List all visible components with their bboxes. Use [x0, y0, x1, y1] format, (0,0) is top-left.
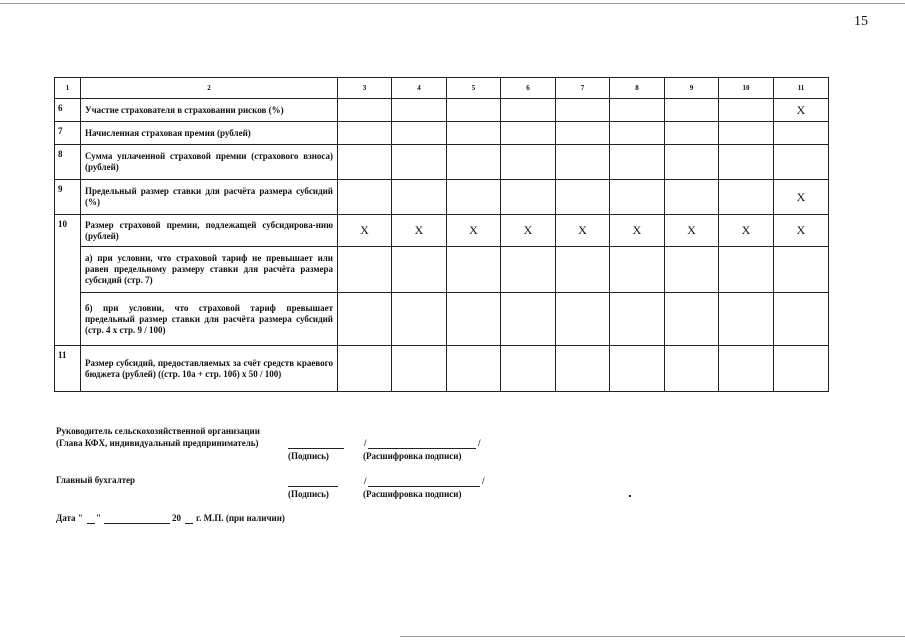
table-row	[55, 122, 829, 145]
scan-speck	[629, 495, 631, 497]
head-title-line1: Руководитель сельскохозяйственной организации	[56, 426, 260, 436]
row-number: 11	[55, 346, 81, 392]
table-cell	[338, 145, 392, 180]
head-slash-close: /	[478, 438, 481, 448]
row-label: б) при условии, что страховой тариф превышает предельный размер ставки для расчёта размера субсидий (стр. 4 х стр. 9 / 100)	[81, 293, 338, 346]
table-cell	[447, 293, 501, 346]
table-cell	[774, 346, 829, 392]
row-label: Предельный размер ставки для расчёта размера субсидий (%)	[81, 180, 338, 215]
table-cell	[719, 180, 774, 215]
table-cell	[501, 293, 556, 346]
table-cell	[610, 247, 665, 293]
date-suffix: г. М.П. (при наличии)	[196, 513, 285, 523]
table-cell	[501, 180, 556, 215]
table-cell	[665, 247, 719, 293]
table-cell	[774, 145, 829, 180]
table-cell: X	[774, 180, 829, 215]
table-cell	[501, 122, 556, 145]
head-caption-signature: (Подпись)	[288, 451, 329, 461]
table-cell	[719, 99, 774, 122]
table-cell: X	[338, 215, 392, 247]
table-row	[55, 99, 829, 122]
row-number: 9	[55, 180, 81, 215]
accountant-caption-signature: (Подпись)	[288, 489, 329, 499]
date-day-line	[87, 523, 95, 524]
table-cell	[501, 145, 556, 180]
table-cell	[392, 247, 447, 293]
table-cell: X	[610, 215, 665, 247]
table-cell	[556, 293, 610, 346]
table-cell	[447, 122, 501, 145]
table-row	[55, 293, 829, 346]
column-number: 3	[338, 78, 392, 99]
row-label: Размер субсидий, предоставляемых за счёт средств краевого бюджета (рублей) ((стр. 10а + стр. 10б) х 50 / 100)	[81, 346, 338, 392]
date-year-prefix: 20	[172, 513, 181, 523]
accountant-slash-close: /	[482, 476, 485, 486]
table-cell	[610, 293, 665, 346]
table-cell	[665, 99, 719, 122]
table-row	[55, 247, 829, 293]
table-cell	[774, 122, 829, 145]
table-cell	[447, 247, 501, 293]
table-cell	[610, 180, 665, 215]
table-cell: X	[556, 215, 610, 247]
column-number: 5	[447, 78, 501, 99]
table-header-row	[55, 78, 829, 99]
table-cell	[774, 247, 829, 293]
table-cell	[665, 145, 719, 180]
table-cell	[610, 122, 665, 145]
table-cell	[665, 180, 719, 215]
accountant-slash-open: /	[364, 476, 367, 486]
table-cell	[501, 99, 556, 122]
table-cell	[501, 346, 556, 392]
accountant-signature-line	[288, 486, 338, 487]
table-cell: X	[392, 215, 447, 247]
table-cell	[338, 99, 392, 122]
page-number: 15	[854, 14, 868, 29]
row-number: 8	[55, 145, 81, 180]
table-cell	[447, 99, 501, 122]
table-cell	[447, 180, 501, 215]
column-number: 1	[55, 78, 81, 99]
date-label: Дата "	[56, 513, 83, 523]
table-cell	[719, 247, 774, 293]
table-cell	[665, 346, 719, 392]
table-cell	[338, 180, 392, 215]
table-cell	[610, 145, 665, 180]
table-cell	[338, 293, 392, 346]
table-body	[55, 99, 829, 392]
table-cell	[392, 122, 447, 145]
table-cell	[392, 145, 447, 180]
table-cell	[719, 293, 774, 346]
column-number: 11	[774, 78, 829, 99]
row-label: Начисленная страховая премия (рублей)	[81, 122, 338, 145]
row-label: а) при условии, что страховой тариф не превышает или равен предельному размеру ставки для расчёта размера субсидий (стр. 7)	[81, 247, 338, 293]
table-cell	[501, 247, 556, 293]
date-quote-close: "	[96, 513, 101, 523]
date-month-line	[104, 523, 170, 524]
scan-edge-bottom	[400, 636, 905, 637]
table-cell	[556, 180, 610, 215]
table-cell	[556, 346, 610, 392]
table-cell	[774, 293, 829, 346]
column-number: 6	[501, 78, 556, 99]
table-cell: X	[719, 215, 774, 247]
subsidy-calculation-table	[54, 77, 829, 392]
head-transcript-line	[368, 448, 476, 449]
table-cell	[719, 145, 774, 180]
table-cell	[556, 247, 610, 293]
table-row	[55, 180, 829, 215]
table-cell	[447, 145, 501, 180]
table-cell	[556, 145, 610, 180]
table-cell	[392, 293, 447, 346]
row-label: Сумма уплаченной страховой премии (страхового взноса) (рублей)	[81, 145, 338, 180]
row-number: 10	[55, 215, 81, 346]
column-number: 10	[719, 78, 774, 99]
table-cell: X	[447, 215, 501, 247]
table-cell	[556, 99, 610, 122]
table-cell: X	[665, 215, 719, 247]
head-slash-open: /	[364, 438, 367, 448]
table-row	[55, 346, 829, 392]
table-row	[55, 215, 829, 247]
table-cell	[338, 346, 392, 392]
table-cell	[665, 293, 719, 346]
table-cell	[719, 122, 774, 145]
table-cell	[447, 346, 501, 392]
table-cell	[392, 346, 447, 392]
column-number: 2	[81, 78, 338, 99]
table-cell	[392, 180, 447, 215]
column-number: 9	[665, 78, 719, 99]
row-label: Размер страховой премии, подлежащей субсидирова-нию (рублей)	[81, 215, 338, 247]
table-cell	[556, 122, 610, 145]
head-signature-line	[288, 448, 344, 449]
column-number: 4	[392, 78, 447, 99]
column-number: 7	[556, 78, 610, 99]
head-caption-transcript: (Расшифровка подписи)	[363, 451, 462, 461]
date-year-line	[185, 523, 193, 524]
table-cell	[610, 99, 665, 122]
table-cell	[392, 99, 447, 122]
table-cell: X	[501, 215, 556, 247]
table-cell	[719, 346, 774, 392]
table-row	[55, 145, 829, 180]
accountant-transcript-line	[368, 486, 480, 487]
column-number: 8	[610, 78, 665, 99]
scan-edge-top	[0, 3, 905, 4]
accountant-caption-transcript: (Расшифровка подписи)	[363, 489, 462, 499]
row-number: 6	[55, 99, 81, 122]
table-cell	[610, 346, 665, 392]
table-cell: X	[774, 99, 829, 122]
table-cell	[338, 247, 392, 293]
row-number: 7	[55, 122, 81, 145]
row-label: Участие страхователя в страховании рисков (%)	[81, 99, 338, 122]
table-cell: X	[774, 215, 829, 247]
head-title-line2: (Глава КФХ, индивидуальный предприниматель)	[56, 438, 259, 448]
chief-accountant-label: Главный бухгалтер	[56, 475, 136, 485]
table-cell	[665, 122, 719, 145]
table-cell	[338, 122, 392, 145]
